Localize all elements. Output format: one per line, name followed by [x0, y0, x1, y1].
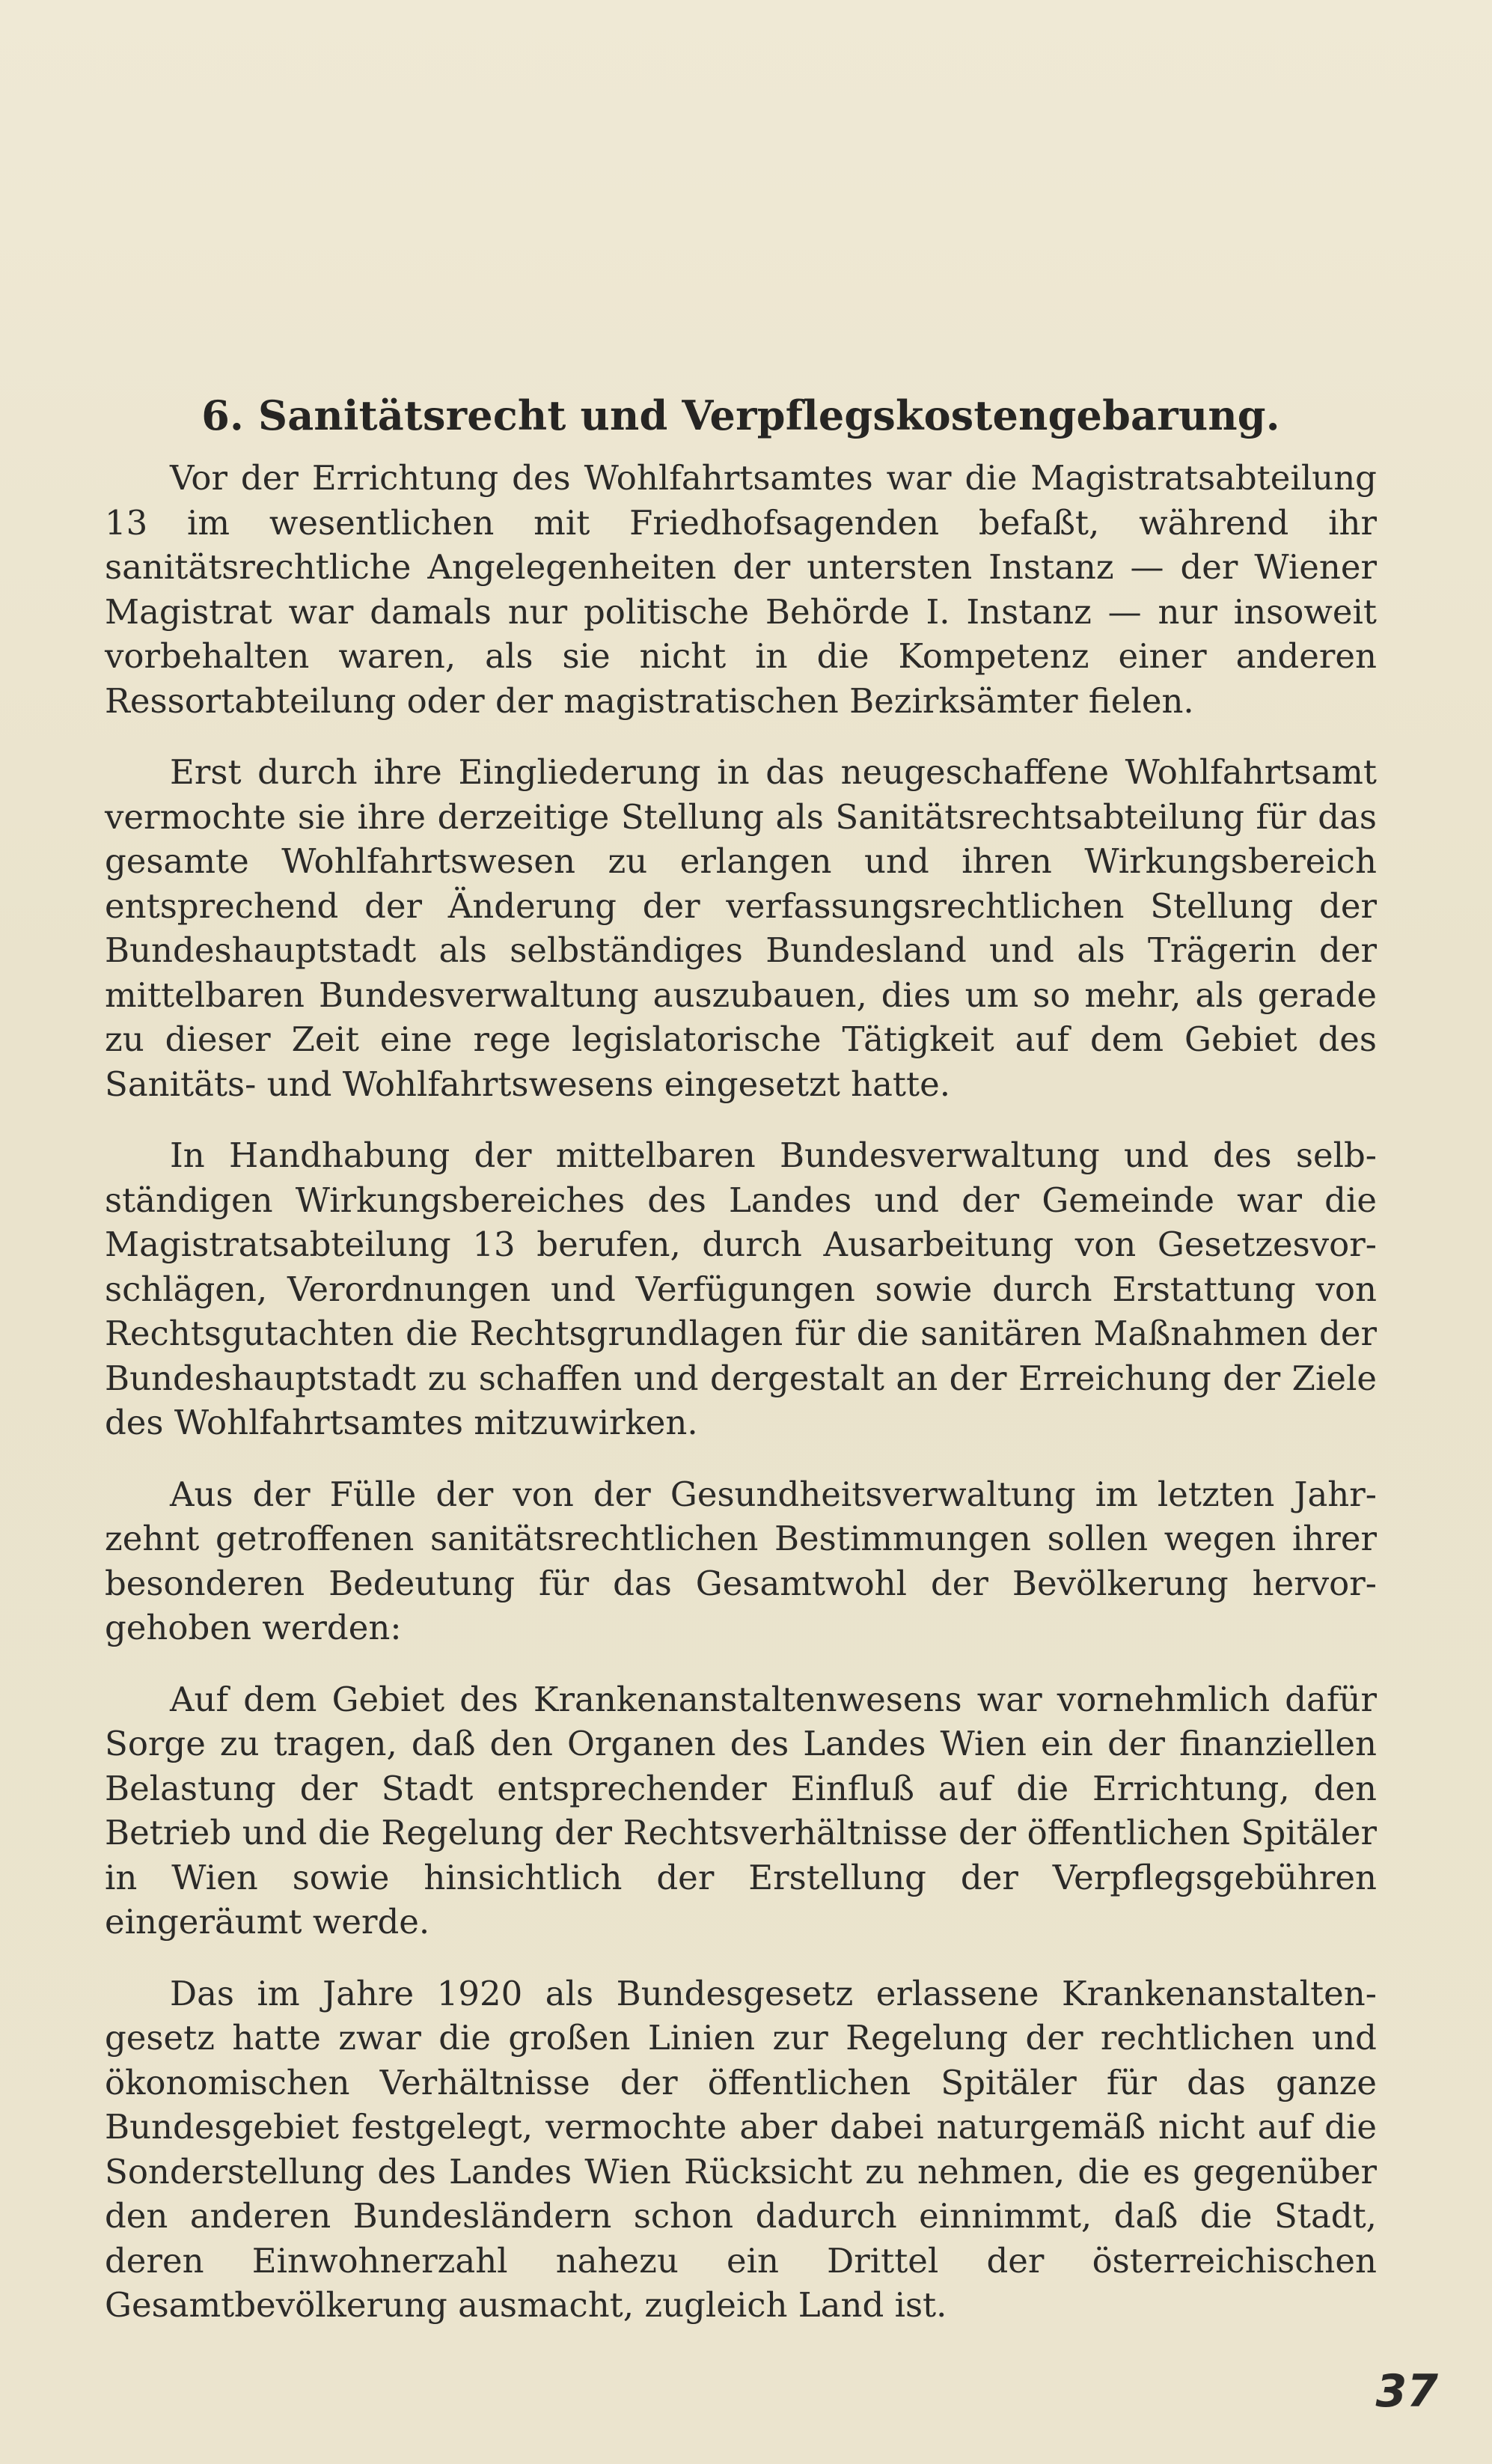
paragraph-6: Das im Jahre 1920 als Bundesgesetz erlassene Krankenanstaltengesetz hatte zwar die großen Linien zur Regelung der rechtlichen und ökonomischen Verhältnisse der öffentlichen Spitäler für das ganze Bundesgebiet festgelegt, vermochte aber dabei naturgemäß nicht auf die Sonderstellung des Landes Wien Rücksicht zu nehmen, die es gegenüber den anderen Bundesländern schon dadurch einnimmt, daß die Stadt, deren Einwohnerzahl nahezu ein Drittel der österreichischen Gesamtbevölkerung ausmacht, zugleich Land ist.: [105, 1973, 1377, 2325]
body-text: [105, 385, 1377, 2328]
page-number: 37: [1375, 2365, 1438, 2418]
paragraph-2: Erst durch ihre Eingliederung in das neugeschaffene Wohlfahrtsamt vermochte sie ihre derzeitige Stellung als Sanitätsrechtsabteilung für das gesamte Wohlfahrtswesen zu erlangen und ihren Wirkungsbereich entsprechend der Änderung der verfassungsrechtlichen Stellung der Bundeshauptstadt als selbständiges Bundesland und als Trägerin der mittelbaren Bundesverwaltung auszubauen, dies um so mehr, als gerade zu dieser Zeit eine rege legislatorische Tätigkeit auf dem Gebiet des Sanitäts- und Wohlfahrtswesens eingesetzt hatte.: [105, 752, 1377, 1104]
section-heading: 6. Sanitätsrecht und Verpflegskostengebarung.: [201, 391, 1280, 439]
paragraph-4: Aus der Fülle der von der Gesundheitsverwaltung im letzten Jahrzehnt getroffenen sanitätsrechtlichen Bestimmungen sollen wegen ihrer besonderen Bedeutung für das Gesamtwohl der Bevölkerung hervorgehoben werden:: [105, 1474, 1377, 1647]
paragraph-1: Vor der Errichtung des Wohlfahrtsamtes war die Magistratsabteilung 13 im wesentlichen mit Friedhofsagenden befaßt, während ihr sanitätsrechtliche Angelegenheiten der untersten Instanz — der Wiener Magistrat war damals nur politische Behörde I. Instanz — nur insoweit vorbehalten waren, als sie nicht in die Kompetenz einer anderen Ressortabteilung oder der magistratischen Bezirksämter fielen.: [105, 458, 1377, 721]
paragraph-5: Auf dem Gebiet des Krankenanstaltenwesens war vornehmlich dafür Sorge zu tragen, daß den Organen des Landes Wien ein der finanziellen Belastung der Stadt entsprechender Einfluß auf die Errichtung, den Betrieb und die Regelung der Rechtsverhältnisse der öffentlichen Spitäler in Wien sowie hinsichtlich der Erstellung der Verpflegsgebühren eingeräumt werde.: [105, 1679, 1377, 1942]
paragraph-3: In Handhabung der mittelbaren Bundesverwaltung und des selbständigen Wirkungsbereiches des Landes und der Gemeinde war die Magistratsabteilung 13 berufen, durch Ausarbeitung von Gesetzesvorschlägen, Verordnungen und Verfügungen sowie durch Erstattung von Rechtsgutachten die Rechtsgrundlagen für die sanitären Maßnahmen der Bundeshauptstadt zu schaffen und dergestalt an der Erreichung der Ziele des Wohlfahrtsamtes mitzuwirken.: [105, 1135, 1377, 1442]
